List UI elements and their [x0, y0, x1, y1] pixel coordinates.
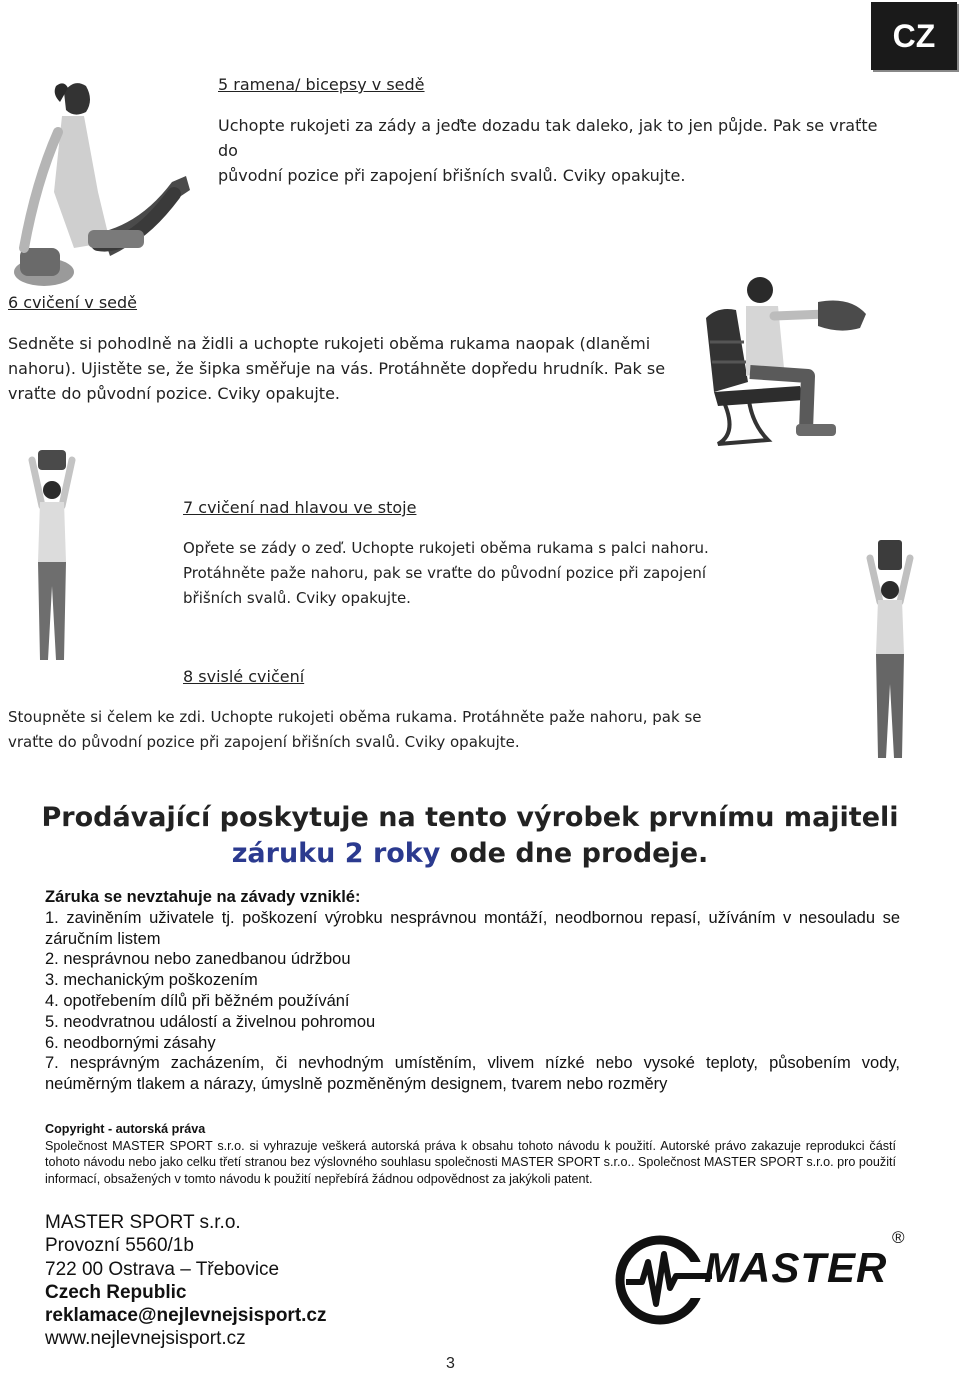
exercise-8-title: 8 svislé cvičení — [183, 667, 305, 686]
exercise-8-line: Stoupněte si čelem ke zdi. Uchopte rukojeti oběma rukama. Protáhněte paže nahoru, pak se — [8, 708, 702, 726]
exercise-6-line: nahoru). Ujistěte se, že šipka směřuje na vás. Protáhněte dopředu hrudník. Pak se — [8, 359, 666, 378]
overhead-standing-exercise-photo — [22, 446, 82, 668]
company-address — [45, 1211, 327, 1351]
warranty-item: 3. mechanickým poškozením — [45, 971, 258, 990]
exercise-5-line: Uchopte rukojeti za zády a jeďte dozadu tak daleko, jak to jen půjde. Pak se vraťte do — [218, 116, 878, 160]
exercise-5-line: původní pozice při zapojení břišních svalů. Cviky opakujte. — [218, 166, 686, 185]
warranty-line-2-rest: ode dne prodeje. — [440, 838, 709, 869]
warranty-list-heading: Záruka se nevztahuje na závady vzniklé: — [45, 888, 361, 906]
company-country: Czech Republic — [45, 1281, 187, 1303]
exercise-7-description — [183, 536, 823, 611]
copyright-section — [45, 1121, 896, 1187]
master-logo — [612, 1228, 912, 1332]
exercise-6-line: vraťte do původní pozice. Cviky opakujte. — [8, 384, 340, 403]
warranty-line-1: Prodávající poskytuje na tento výrobek prvnímu majiteli — [41, 802, 899, 833]
vertical-wall-exercise-photo — [862, 538, 918, 764]
exercise-7-title: 7 cvičení nad hlavou ve stoje — [183, 498, 417, 517]
copyright-text: Společnost MASTER SPORT s.r.o. si vyhrazuje veškerá autorská práva k obsahu tohoto návodu k použití. Autorské právo zakazuje reprodukci částí tohoto návodu nebo jako celku třetí stranou bez výslovného souhlasu společnosti MASTER SPORT s.r.o.. Společnost MASTER SPORT s.r.o. pro použití informací, obsažených v tomto návodu k použití nepřebírá žádnou odpovědnost za jakýkoli patent. — [45, 1138, 896, 1186]
chair-exercise-photo — [700, 272, 872, 452]
exercise-8-description — [8, 705, 828, 755]
warranty-item: 2. nesprávnou nebo zanedbanou údržbou — [45, 950, 351, 969]
copyright-heading: Copyright - autorská práva — [45, 1122, 206, 1136]
warranty-item: 4. opotřebením dílů při běžném používání — [45, 991, 350, 1010]
warranty-item: 5. neodvratnou událostí a živelnou pohromou — [45, 1012, 376, 1031]
language-badge: CZ — [871, 2, 957, 70]
exercise-5-description — [218, 113, 898, 188]
exercise-6-description — [8, 331, 688, 406]
logo-emblem-icon — [612, 1232, 712, 1332]
exercise-5-title: 5 ramena/ bicepsy v sedě — [218, 75, 425, 94]
logo-registered-mark: ® — [892, 1228, 905, 1247]
company-city: 722 00 Ostrava – Třebovice — [45, 1258, 280, 1280]
exercise-7-line: Opřete se zády o zeď. Uchopte rukojeti oběma rukama s palci nahoru. — [183, 539, 709, 557]
warranty-period: záruku 2 roky — [231, 838, 441, 869]
warranty-item: 1. zaviněním uživatele tj. poškození výrobku nesprávnou montáží, neodbornou repasí, užíváním v nesouladu se záručním listem — [45, 908, 900, 948]
exercise-7-line: Protáhněte paže nahoru, pak se vraťte do původní pozice při zapojení — [183, 564, 707, 582]
company-website[interactable]: www.nejlevnejsisport.cz — [45, 1328, 246, 1350]
exercise-7-line: břišních svalů. Cviky opakujte. — [183, 589, 411, 607]
company-email[interactable]: reklamace@nejlevnejsisport.cz — [45, 1305, 327, 1327]
company-street: Provozní 5560/1b — [45, 1235, 194, 1257]
warranty-line-2 — [0, 836, 940, 872]
exercise-6-line: Sedněte si pohodlně na židli a uchopte rukojeti oběma rukama naopak (dlaněmi — [8, 334, 651, 353]
logo-text: MASTER — [704, 1244, 888, 1291]
warranty-item: 6. neodbornými zásahy — [45, 1033, 216, 1052]
warranty-heading — [0, 800, 940, 872]
seated-shoulder-exercise-photo — [2, 72, 192, 288]
exercise-6-title: 6 cvičení v sedě — [8, 293, 138, 312]
warranty-item: 7. nesprávným zacházením, či nevhodným umístěním, vlivem nízké nebo vysoké teploty, působením vody, neúměrným tlakem a nárazy, úmyslně pozměněným designem, tvarem nebo rozměry — [45, 1054, 900, 1094]
warranty-exclusions — [45, 887, 900, 1095]
company-name: MASTER SPORT s.r.o. — [45, 1212, 241, 1233]
page-number: 3 — [446, 1355, 455, 1372]
exercise-8-line: vraťte do původní pozice při zapojení břišních svalů. Cviky opakujte. — [8, 733, 520, 751]
